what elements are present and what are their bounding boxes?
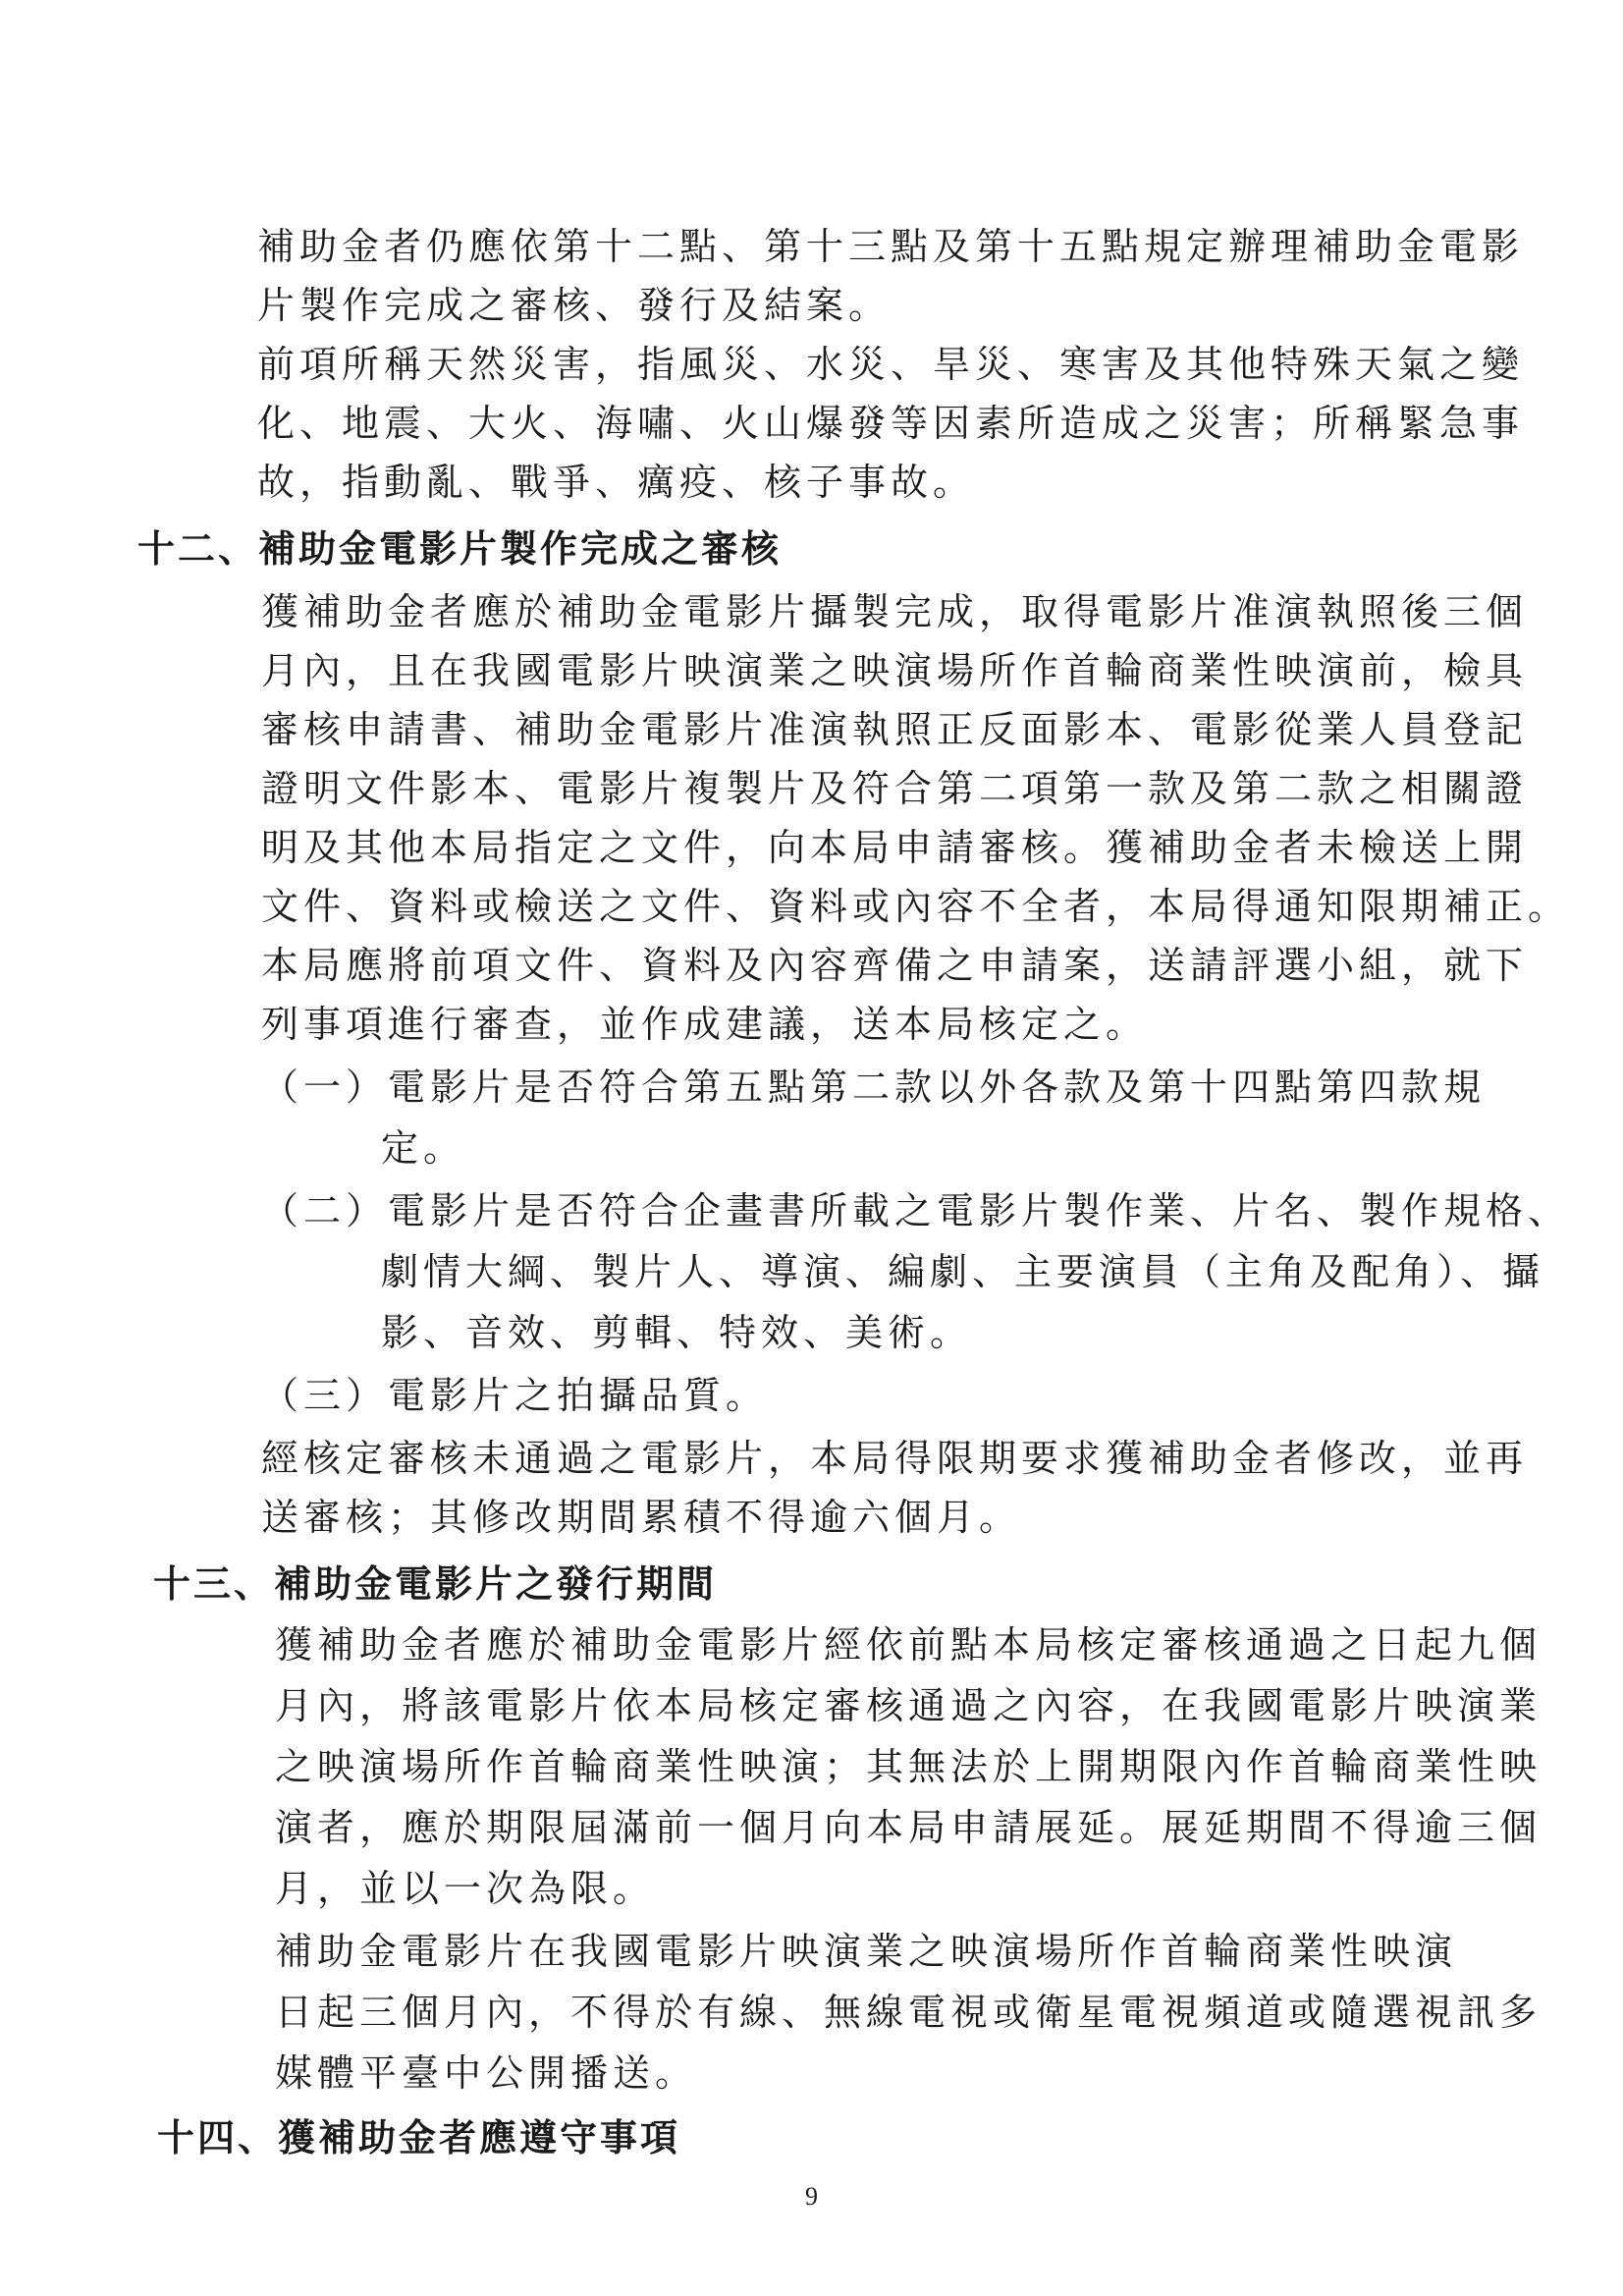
list-item-2: （二）電影片是否符合企畫書所載之電影片製作業、片名、製作規格、 [261, 1189, 1571, 1232]
list-item-1-continued: 定。 [381, 1126, 466, 1170]
paragraph-line: 經核定審核未通過之電影片，本局得限期要求獲補助金者修改，並再 [261, 1437, 1529, 1480]
section-heading-12: 十二、補助金電影片製作完成之審核 [137, 526, 783, 571]
list-item-2-continued: 影、音效、剪輯、特效、美術。 [381, 1311, 973, 1354]
paragraph-line: 之映演場所作首輪商業性映演；其無法於上開期限內作首輪商業性映 [275, 1745, 1542, 1788]
paragraph-line: 化、地震、大火、海嘯、火山爆發等因素所造成之災害；所稱緊急事 [257, 402, 1525, 445]
section-heading-13: 十三、補助金電影片之發行期間 [153, 1561, 718, 1606]
paragraph-line: 月內，將該電影片依本局核定審核通過之內容，在我國電影片映演業 [275, 1684, 1542, 1727]
paragraph-line: 證明文件影本、電影片複製片及符合第二項第一款及第二款之相關證 [261, 767, 1529, 810]
paragraph-line: 列事項進行審查，並作成建議，送本局核定之。 [261, 1003, 1149, 1046]
paragraph-line: 月內，且在我國電影片映演業之映演場所作首輪商業性映演前，檢具 [261, 649, 1529, 692]
paragraph-line: 獲補助金者應於補助金電影片經依前點本局核定審核通過之日起九個 [275, 1623, 1542, 1667]
paragraph-line: 日起三個月內，不得於有線、無線電視或衛星電視頻道或隨選視訊多 [275, 1991, 1542, 2034]
paragraph-line: 補助金者仍應依第十二點、第十三點及第十五點規定辦理補助金電影 [257, 225, 1525, 268]
paragraph-line: 月，並以一次為限。 [275, 1867, 656, 1910]
paragraph-line: 前項所稱天然災害，指風災、水災、旱災、寒害及其他特殊天氣之變 [257, 343, 1525, 386]
paragraph-line: 補助金電影片在我國電影片映演業之映演場所作首輪商業性映演 [275, 1930, 1458, 1973]
paragraph-line: 文件、資料或檢送之文件、資料或內容不全者，本局得通知限期補正。 [261, 885, 1571, 928]
paragraph-line: 演者，應於期限屆滿前一個月向本局申請展延。展延期間不得逾三個 [275, 1806, 1542, 1849]
paragraph-line: 獲補助金者應於補助金電影片攝製完成，取得電影片准演執照後三個 [261, 590, 1529, 633]
list-item-1: （一）電影片是否符合第五點第二款以外各款及第十四點第四款規 [261, 1066, 1487, 1109]
list-item-2-continued: 劇情大綱、製片人、導演、編劇、主要演員（主角及配角）、攝 [381, 1250, 1545, 1293]
paragraph-line: 本局應將前項文件、資料及內容齊備之申請案，送請評選小組，就下 [261, 944, 1529, 987]
paragraph-line: 故，指動亂、戰爭、癘疫、核子事故。 [257, 461, 976, 504]
paragraph-line: 審核申請書、補助金電影片准演執照正反面影本、電影從業人員登記 [261, 708, 1529, 751]
paragraph-line: 明及其他本局指定之文件，向本局申請審核。獲補助金者未檢送上開 [261, 826, 1529, 869]
list-item-3: （三）電影片之拍攝品質。 [261, 1374, 769, 1417]
page-number: 9 [805, 2182, 818, 2211]
section-heading-14: 十四、獲補助金者應遵守事項 [157, 2115, 681, 2159]
paragraph-line: 送審核；其修改期間累積不得逾六個月。 [261, 1496, 1022, 1539]
paragraph-line: 媒體平臺中公開播送。 [275, 2051, 698, 2095]
paragraph-line: 片製作完成之審核、發行及結案。 [257, 284, 892, 327]
